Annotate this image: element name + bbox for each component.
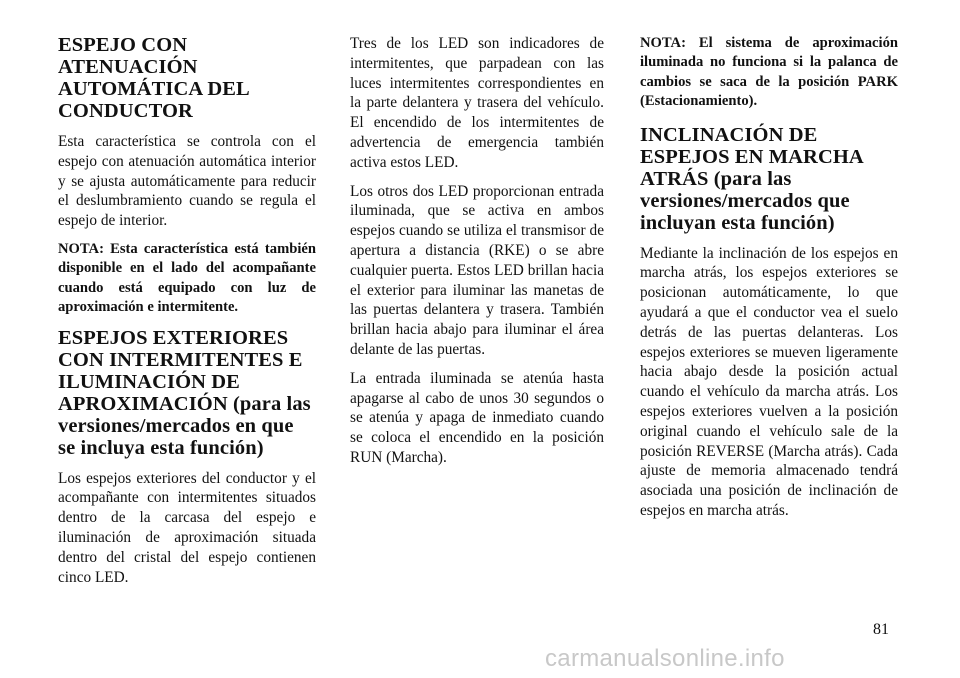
paragraph-turn-signal-leds: Tres de los LED son indicadores de intermitentes, que parpadean con las luces intermitentes correspondientes en la parte delantera y trasera del vehículo. El encendido de los intermitentes de advertencia de emergencia también activa estos LED.: [350, 35, 604, 171]
page-number: 81: [873, 621, 889, 638]
paragraph-illuminated-entry: Los otros dos LED proporcionan entrada iluminada, que se activa en ambos espejos cuando se utiliza el transmisor de apertura a distancia (RKE) o se abre cualquier puerta. Estos LED brillan hacia el exterior para iluminar las manetas de las puertas delantera y trasera. También brillan hacia abajo para iluminar el área delante de las puertas.: [350, 182, 604, 358]
paragraph-reverse-tilt: Mediante la inclinación de los espejos en marcha atrás, los espejos exteriores se posicionan automáticamente, lo que ayudará a que el conductor vea el suelo detrás de las puertas delanteras. Los espejos exteriores se mueven ligeramente hacia abajo desde la posición actual cuando el vehículo da marcha atrás. Los espejos exteriores vuelven a la posición original cuando el vehículo sale de la posición REVERSE (Marcha atrás). Cada ajuste de memoria almacenado tendrá asociada una posición de inclinación de espejos en marcha atrás.: [640, 244, 898, 519]
column-left: [58, 34, 316, 596]
column-right: [640, 34, 898, 530]
column-middle: [350, 34, 604, 477]
note-approach-lighting: NOTA: El sistema de aproximación iluminada no funciona si la palanca de cambios se saca de la posición PARK (Estacionamiento).: [640, 35, 898, 110]
paragraph-exterior-mirrors-led: Los espejos exteriores del conductor y el acompañante con intermitentes situados dentro de la carcasa del espejo e iluminación de aproximación situada dentro del cristal del espejo contienen cinco LED.: [58, 469, 316, 586]
paragraph-auto-dimming: Esta característica se controla con el espejo con atenuación automática interior y se ajusta automáticamente para reducir el deslumbramiento cuando se regula el espejo de interior.: [58, 133, 316, 230]
heading-auto-dimming-mirror: ESPEJO CON ATENUACIÓN AUTOMÁTICA DEL CONDUCTOR: [58, 34, 249, 122]
heading-exterior-mirrors: ESPEJOS EXTERIORES CON INTERMITENTES E ILUMINACIÓN DE APROXIMACIÓN (para las versiones/mercados en que se incluya esta función): [58, 326, 311, 459]
heading-reverse-tilt-mirrors: INCLINACIÓN DE ESPEJOS EN MARCHA ATRÁS (para las versiones/mercados que incluyan esta función): [640, 123, 863, 234]
watermark: carmanualsonline.info: [545, 645, 785, 672]
note-passenger-side: NOTA: Esta característica está también disponible en el lado del acompañante cuando está equipado con luz de aproximación e intermitente.: [58, 240, 316, 316]
paragraph-entry-dimming: La entrada iluminada se atenúa hasta apagarse al cabo de unos 30 segundos o se atenúa y apaga de inmediato cuando se coloca el encendido en la posición RUN (Marcha).: [350, 369, 604, 466]
